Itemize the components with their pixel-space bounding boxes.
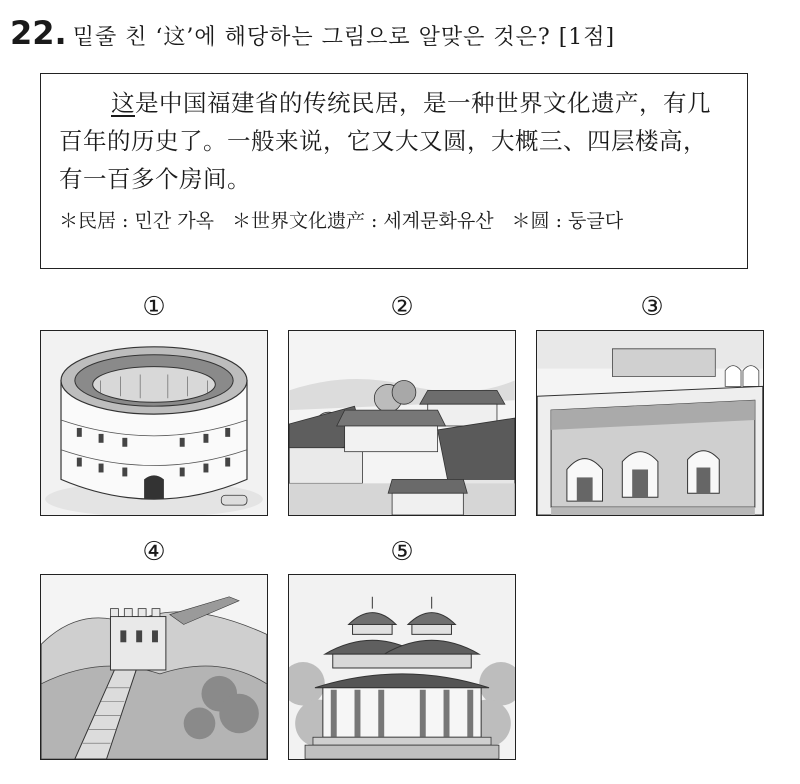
passage-rest: 是中国福建省的传统民居，是一种世界文化遗产，有几百年的历史了。一般来说，它又大又圆，大概三、四层楼高，有一百多个房间。 <box>59 89 711 193</box>
round-earthen-building-illustration[interactable] <box>40 330 268 516</box>
option-label-2[interactable]: ② <box>390 292 414 322</box>
great-wall-icon <box>41 575 267 759</box>
question-number: 22. <box>10 14 67 52</box>
cave-dwelling-icon <box>537 331 763 515</box>
glossary-item: ＊世界文化遗产 : 세계문화유산 <box>231 210 494 232</box>
glossary-item: ＊圆 : 둥글다 <box>511 210 624 232</box>
underlined-word: 这 <box>111 89 135 117</box>
glossary <box>59 206 729 233</box>
question-header <box>10 14 615 58</box>
option-label-1[interactable]: ① <box>142 292 166 322</box>
passage-text <box>59 84 729 198</box>
passage-box <box>40 73 748 269</box>
tulou-icon <box>41 331 267 515</box>
courtyard-houses-icon <box>289 331 515 515</box>
option-label-4[interactable]: ④ <box>142 537 166 567</box>
temple-icon <box>289 575 515 759</box>
traditional-courtyard-houses-illustration[interactable] <box>288 330 516 516</box>
option-label-3[interactable]: ③ <box>640 292 664 322</box>
glossary-item: ＊民居 : 민간 가옥 <box>59 210 214 232</box>
sunken-cave-dwelling-illustration[interactable] <box>536 330 764 516</box>
great-wall-illustration[interactable] <box>40 574 268 760</box>
option-label-5[interactable]: ⑤ <box>390 537 414 567</box>
question-prompt: 밑줄 친 ‘这’에 해당하는 그림으로 알맞은 것은? [1점] <box>72 25 616 50</box>
temple-of-heaven-illustration[interactable] <box>288 574 516 760</box>
